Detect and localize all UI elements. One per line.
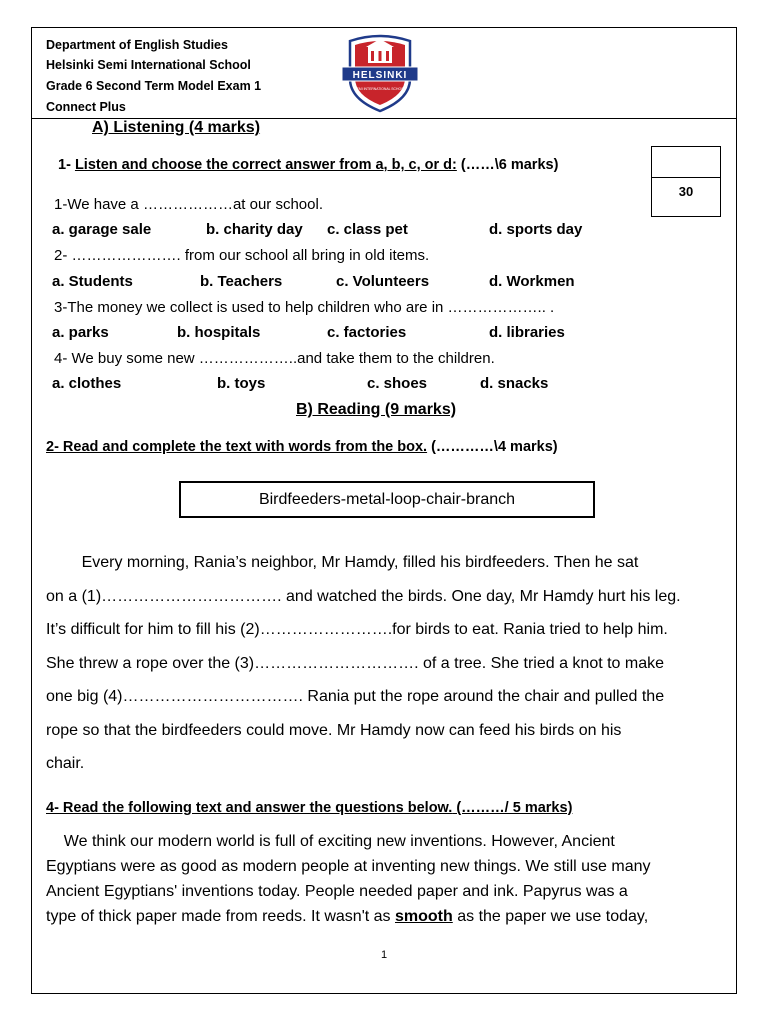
item-2-option-a[interactable]: a. Students (52, 273, 133, 290)
word-box: Birdfeeders-metal-loop-chair-branch (179, 481, 595, 518)
question-4-title: 4- Read the following text and answer the questions below. (………/ 5 marks) (46, 800, 573, 816)
item-4-option-b[interactable]: b. toys (217, 375, 266, 392)
passage-line: type of thick paper made from reeds. It wasn't as smooth as the paper we use today, (46, 908, 649, 925)
question-2-title: 2- Read and complete the text with words from the box. (…………\4 marks) (46, 439, 558, 455)
paragraph-line: It’s difficult for him to fill his (2)…………………….for birds to eat. Rania tried to help him. (46, 621, 668, 638)
page-number: 1 (380, 949, 388, 961)
item-3-option-d[interactable]: d. libraries (489, 324, 565, 341)
item-3-option-c[interactable]: c. factories (327, 324, 407, 341)
passage-line: Ancient Egyptians' inventions today. People needed paper and ink. Papyrus was a (46, 883, 628, 900)
school-logo (340, 33, 420, 113)
item-3-stem: 3-The money we collect is used to help children who are in ……………….. . (54, 299, 555, 316)
item-1-option-b[interactable]: b. charity day (206, 221, 303, 238)
item-4-option-c[interactable]: c. shoes (367, 375, 428, 392)
item-3-option-b[interactable]: b. hospitals (177, 324, 261, 341)
item-4-stem: 4- We buy some new ………………..and take them to the children. (54, 350, 495, 367)
logo-text: HELSINKI (352, 70, 408, 81)
reading-passage (46, 829, 726, 929)
department-name: Department of English Studies (46, 38, 228, 52)
logo-subtext: SEMI INTERNATIONAL SCHOOL (354, 87, 406, 91)
paragraph-line: chair. (46, 755, 85, 772)
passage-line: Egyptians were as good as modern people at inventing new things. We still use many (46, 858, 651, 875)
section-b-title: B) Reading (9 marks) (296, 401, 457, 418)
item-1-stem: 1-We have a ………………at our school. (54, 196, 323, 213)
item-2-option-c[interactable]: c. Volunteers (336, 273, 430, 290)
item-4-option-a[interactable]: a. clothes (52, 375, 122, 392)
passage-line: We think our modern world is full of exciting new inventions. However, Ancient (46, 833, 615, 850)
paragraph-line: Every morning, Rania’s neighbor, Mr Hamdy, filled his birdfeeders. Then he sat (46, 554, 639, 571)
highlighted-word: smooth (395, 908, 453, 925)
item-4-option-d[interactable]: d. snacks (480, 375, 549, 392)
course-name: Connect Plus (46, 100, 126, 114)
exam-title: Grade 6 Second Term Model Exam 1 (46, 79, 262, 93)
paragraph-line: on a (1)……………………………. and watched the birds. One day, Mr Hamdy hurt his leg. (46, 587, 681, 605)
school-name: Helsinki Semi International School (46, 58, 251, 72)
paragraph-line: one big (4)……………………………. Rania put the rope around the chair and pulled the (46, 688, 665, 705)
item-1-option-a[interactable]: a. garage sale (52, 221, 152, 238)
paragraph-line: She threw a rope over the (3)…………………………. of a tree. She tried a knot to make (46, 654, 665, 672)
section-a-title: A) Listening (4 marks) (92, 119, 261, 136)
score-box-divider (652, 177, 720, 178)
item-1-option-c[interactable]: c. class pet (327, 221, 408, 238)
score-box (651, 146, 721, 217)
item-3-option-a[interactable]: a. parks (52, 324, 109, 341)
gap-fill-paragraph (46, 546, 726, 781)
item-2-stem: 2- …………………. from our school all bring in old items. (54, 247, 430, 264)
item-1-option-d[interactable]: d. sports day (489, 221, 583, 238)
paragraph-line: rope so that the birdfeeders could move. Mr Hamdy now can feed his birds on his (46, 721, 622, 739)
question-1-title: 1- Listen and choose the correct answer from a, b, c, or d: (……\6 marks) (58, 157, 559, 173)
item-2-option-b[interactable]: b. Teachers (200, 273, 283, 290)
total-score: 30 (678, 184, 694, 199)
item-2-option-d[interactable]: d. Workmen (489, 273, 575, 290)
